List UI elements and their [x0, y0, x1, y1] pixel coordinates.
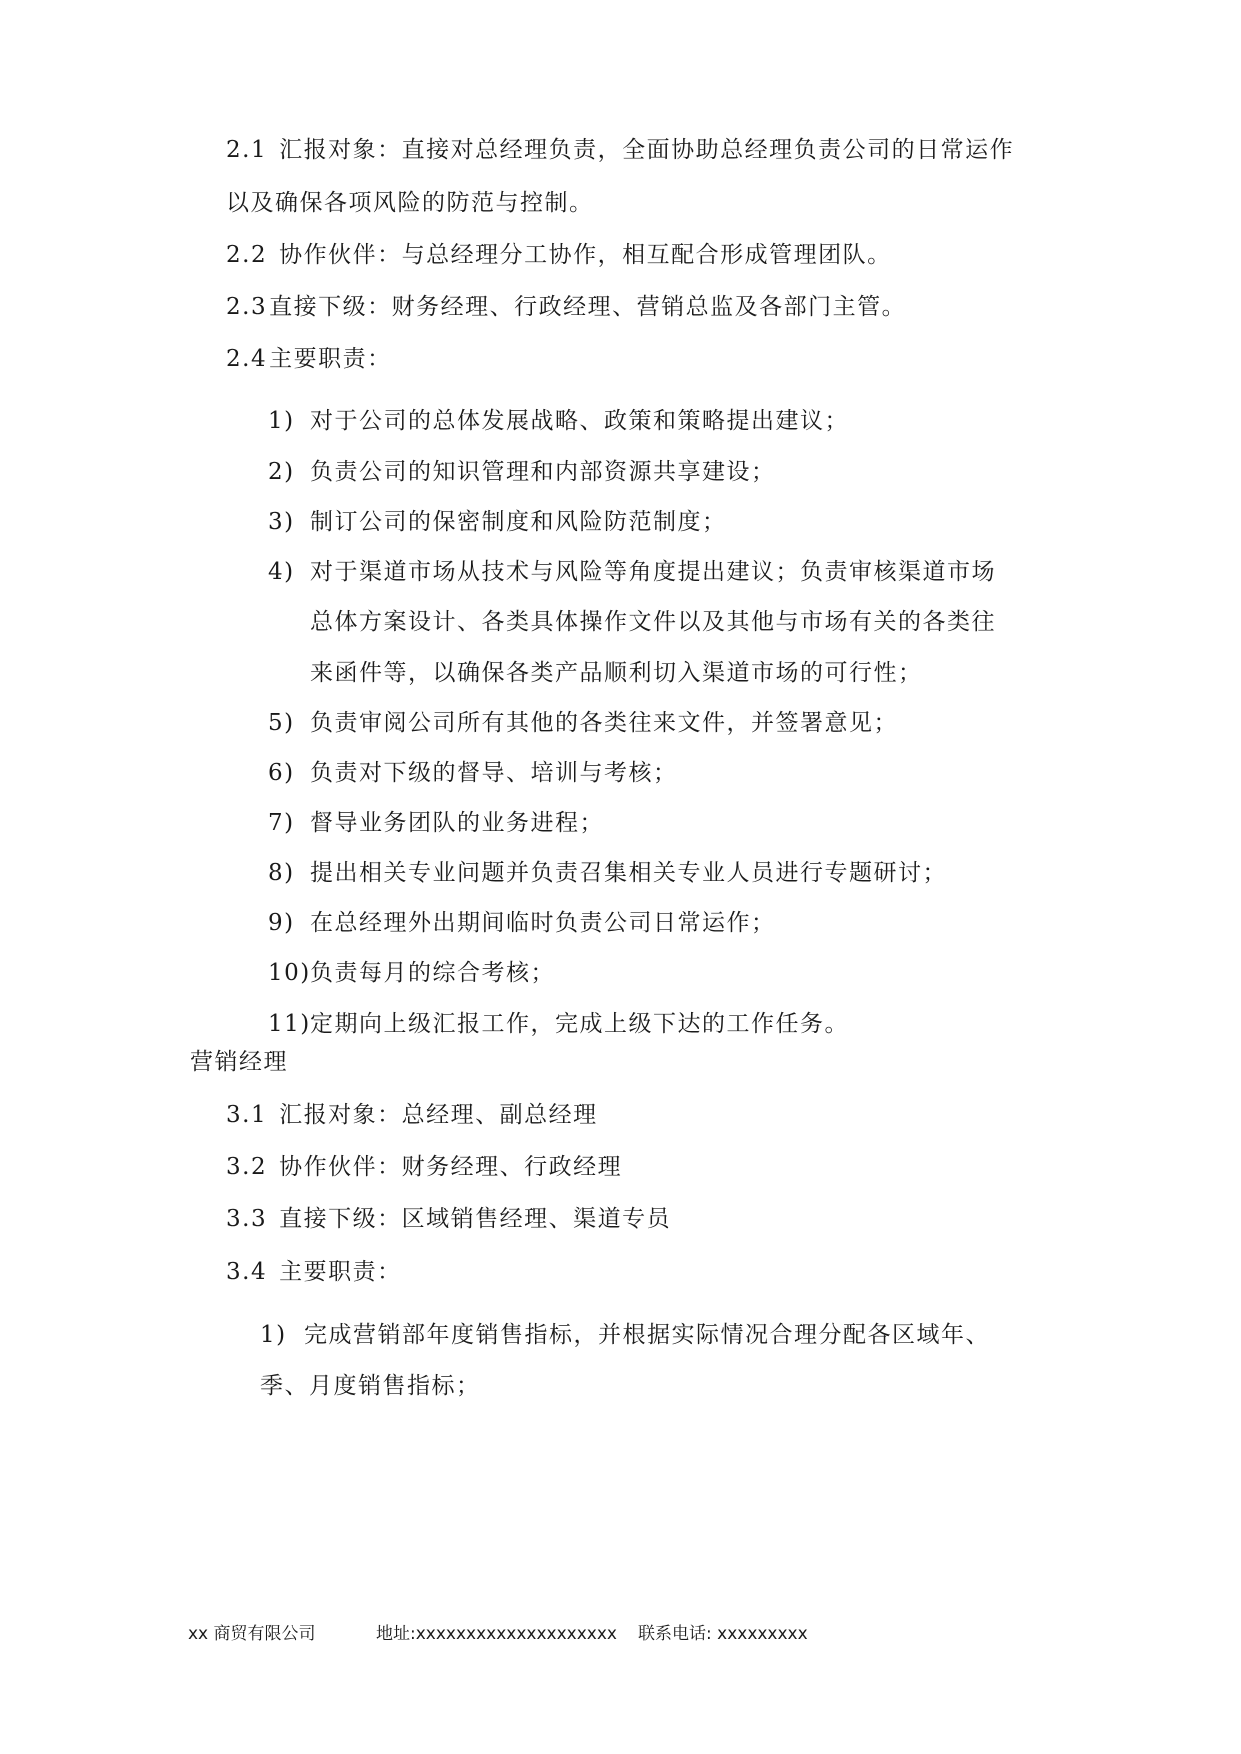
- duty-number: 9): [268, 910, 295, 936]
- duty-text: 对于公司的总体发展战略、政策和策略提出建议；: [310, 408, 849, 434]
- item-text: 直接下级：财务经理、行政经理、营销总监及各部门主管。: [269, 294, 907, 320]
- duty-item: [268, 1009, 849, 1039]
- duty-number: 4): [268, 559, 295, 585]
- duty-text: 负责每月的综合考核；: [310, 960, 555, 986]
- duty-text: 完成营销部年度销售指标，并根据实际情况合理分配各区域年、: [304, 1322, 990, 1348]
- duty-text: 提出相关专业问题并负责召集相关专业人员进行专题研讨；: [310, 860, 947, 886]
- page-footer: [188, 1623, 808, 1645]
- item-number: 3.2: [226, 1154, 268, 1180]
- item-2-3: [226, 292, 906, 322]
- duty-item: [268, 758, 678, 788]
- item-2-1: [226, 135, 1014, 165]
- duty-item: [260, 1320, 990, 1350]
- item-number: 2.3: [226, 294, 268, 320]
- item-3-1: [226, 1100, 598, 1130]
- item-text: 主要职责：: [279, 1259, 402, 1285]
- item-text: 协作伙伴：与总经理分工协作，相互配合形成管理团队。: [279, 242, 892, 268]
- duty-item: [268, 557, 996, 587]
- duty-text: 督导业务团队的业务进程；: [310, 810, 604, 836]
- duty-number: 2): [268, 459, 295, 485]
- item-number: 2.4: [226, 346, 268, 372]
- duty-item: [268, 708, 898, 738]
- duty-item: [268, 457, 776, 487]
- duty-item: [268, 406, 849, 436]
- duty-continuation: 季、月度销售指标；: [260, 1373, 481, 1399]
- duty-number: 5): [268, 710, 295, 736]
- duty-text: 在总经理外出期间临时负责公司日常运作；: [310, 910, 776, 936]
- duty-text: 制订公司的保密制度和风险防范制度；: [310, 509, 727, 535]
- footer-company: xx 商贸有限公司: [188, 1624, 316, 1644]
- duty-continuation: 总体方案设计、各类具体操作文件以及其他与市场有关的各类往: [310, 609, 996, 635]
- duty-number: 3): [268, 509, 295, 535]
- item-text: 协作伙伴：财务经理、行政经理: [279, 1154, 623, 1180]
- item-number: 2.2: [226, 242, 268, 268]
- item-2-4: [226, 344, 392, 374]
- duty-number: 10): [268, 960, 311, 986]
- duty-number: 7): [268, 810, 295, 836]
- item-text: 主要职责：: [269, 346, 392, 372]
- duty-text: 负责公司的知识管理和内部资源共享建设；: [310, 459, 776, 485]
- duty-number: 1): [260, 1322, 287, 1348]
- item-text: 直接下级：区域销售经理、渠道专员: [279, 1206, 672, 1232]
- duty-number: 6): [268, 760, 295, 786]
- duty-text: 对于渠道市场从技术与风险等角度提出建议；负责审核渠道市场: [310, 559, 996, 585]
- duty-item: [268, 808, 604, 838]
- item-number: 3.1: [226, 1102, 268, 1128]
- item-number: 2.1: [226, 137, 268, 163]
- duty-item: [268, 507, 727, 537]
- duty-text: 负责审阅公司所有其他的各类往来文件，并签署意见；: [310, 710, 898, 736]
- item-3-3: [226, 1204, 671, 1234]
- section-heading: 营销经理: [190, 1049, 288, 1075]
- duty-text: 负责对下级的督导、培训与考核；: [310, 760, 678, 786]
- duty-item: [268, 908, 776, 938]
- item-2-1-continuation: 以及确保各项风险的防范与控制。: [226, 190, 594, 216]
- duty-number: 11): [268, 1011, 311, 1037]
- item-text: 汇报对象：总经理、副总经理: [279, 1102, 598, 1128]
- item-3-4: [226, 1257, 402, 1287]
- footer-phone: 联系电话: xxxxxxxxx: [638, 1624, 808, 1644]
- duty-number: 8): [268, 860, 295, 886]
- duty-continuation: 来函件等，以确保各类产品顺利切入渠道市场的可行性；: [310, 660, 923, 686]
- item-3-2: [226, 1152, 622, 1182]
- duty-text: 定期向上级汇报工作，完成上级下达的工作任务。: [310, 1011, 849, 1037]
- duty-item: [268, 958, 555, 988]
- footer-address: 地址:xxxxxxxxxxxxxxxxxxxx: [376, 1624, 617, 1644]
- duty-item: [268, 858, 947, 888]
- item-2-2: [226, 240, 892, 270]
- item-number: 3.4: [226, 1259, 268, 1285]
- duty-number: 1): [268, 408, 295, 434]
- item-text: 汇报对象：直接对总经理负责，全面协助总经理负责公司的日常运作: [279, 137, 1015, 163]
- item-number: 3.3: [226, 1206, 268, 1232]
